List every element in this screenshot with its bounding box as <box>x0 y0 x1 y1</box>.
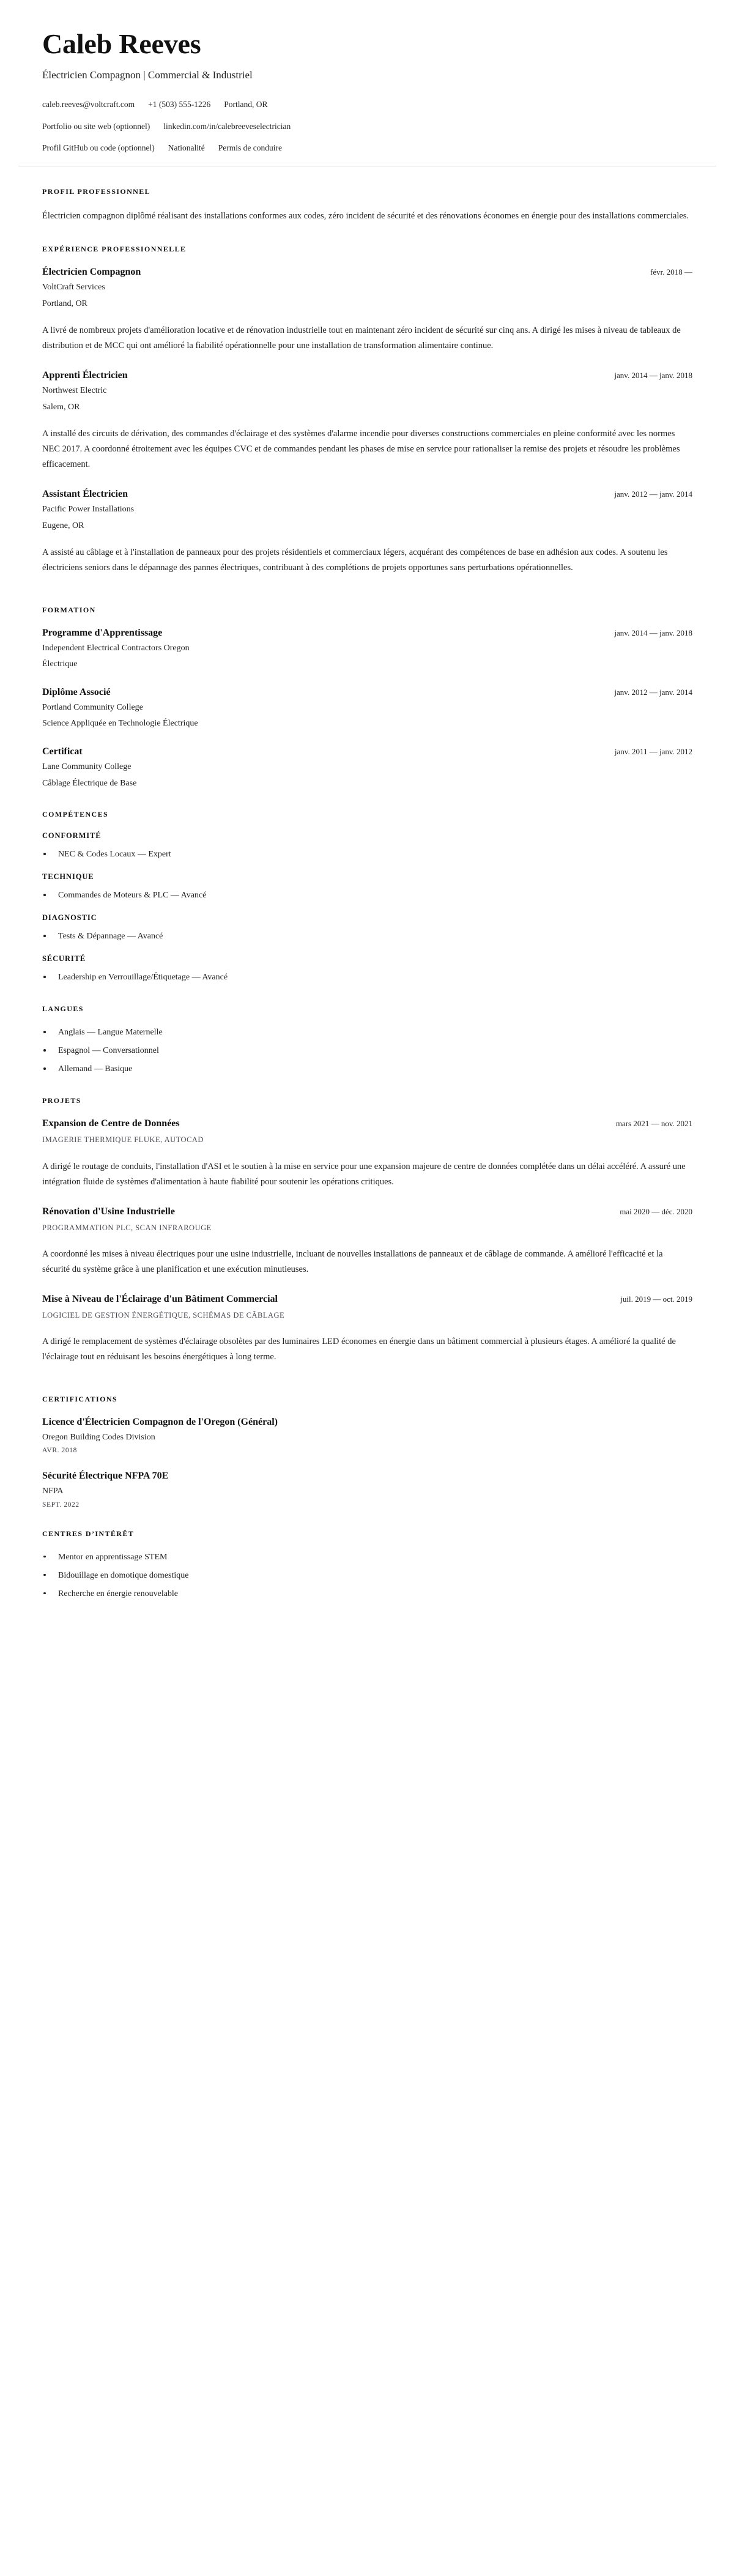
contact-row <box>42 143 692 154</box>
certification-name: Sécurité Électrique NFPA 70E <box>42 1471 169 1482</box>
entry-dates: janv. 2011 — janv. 2012 <box>614 746 692 756</box>
contact-item: Portland, OR <box>224 100 268 109</box>
entry-header <box>42 686 692 699</box>
contact-link[interactable]: linkedin.com/in/calebreeveselectrician <box>163 121 291 131</box>
section-title-projects: PROJETS <box>42 1096 81 1105</box>
entry-header <box>42 1470 692 1482</box>
skill-category: TECHNIQUE <box>42 872 94 882</box>
skill-item: Tests & Dépannage — Avancé <box>42 930 692 943</box>
skill-item: Commandes de Moteurs & PLC — Avancé <box>42 889 692 902</box>
certification-issuer: NFPA <box>42 1487 64 1496</box>
skill-item-list <box>42 889 692 902</box>
interest-item: Bidouillage en domotique domestique <box>42 1569 692 1582</box>
job-title: Apprenti Électricien <box>42 370 128 381</box>
project-entry <box>42 1206 692 1277</box>
degree-name: Programme d'Apprentissage <box>42 627 163 638</box>
certification-issuer: Oregon Building Codes Division <box>42 1432 155 1442</box>
interest-item: Mentor en apprentissage STEM <box>42 1551 692 1564</box>
education-entry <box>42 746 692 789</box>
page-tail-spacer <box>42 1600 692 1637</box>
skill-group <box>42 954 692 984</box>
section-experience <box>42 224 692 576</box>
interests-list <box>42 1551 692 1600</box>
education-entry <box>42 627 692 670</box>
contact-link[interactable]: caleb.reeves@voltcraft.com <box>42 100 135 109</box>
company-name: Northwest Electric <box>42 386 107 396</box>
entry-dates: janv. 2014 — janv. 2018 <box>614 371 692 380</box>
skill-group <box>42 872 692 902</box>
project-description: A dirigé le remplacement de systèmes d'éclairage obsolètes par des luminaires LED économes en énergie dans un bâtiment commercial à plusieurs étages. A amélioré la qualité de l'éclairage tout en réduisant les besoins énergétiques à long terme. <box>42 1337 676 1362</box>
language-item: Allemand — Basique <box>42 1063 692 1075</box>
skills-list <box>42 831 692 984</box>
section-education <box>42 585 692 790</box>
project-tools: IMAGERIE THERMIQUE FLUKE, AUTOCAD <box>42 1135 204 1145</box>
company-name: Pacific Power Installations <box>42 505 135 514</box>
skill-item-list <box>42 848 692 861</box>
certification-entry <box>42 1470 692 1509</box>
section-skills <box>42 789 692 984</box>
contact-item: Nationalité <box>168 143 205 152</box>
degree-name: Certificat <box>42 746 83 757</box>
entry-dates: janv. 2014 — janv. 2018 <box>614 628 692 637</box>
entry-header <box>42 1206 692 1218</box>
candidate-headline: Électricien Compagnon | Commercial & Industriel <box>42 69 253 81</box>
skill-item: Leadership en Verrouillage/Étiquetage — Avancé <box>42 971 692 984</box>
job-description: A assisté au câblage et à l'installation de panneaux pour des projets résidentiels et commerciaux légers, acquérant des compétences de base en adhésion aux codes. A soutenu les électriciens seniors dans le dépannage des pannes électriques, contribuant à des complétions de projets opportunes sans perturbations opérationnelles. <box>42 547 668 573</box>
contact-link[interactable]: Profil GitHub ou code (optionnel) <box>42 143 155 152</box>
certification-entry <box>42 1416 692 1455</box>
school-name: Independent Electrical Contractors Oregon <box>42 643 190 653</box>
entry-header <box>42 1416 692 1428</box>
project-name: Expansion de Centre de Données <box>42 1118 180 1129</box>
project-name: Rénovation d'Usine Industrielle <box>42 1206 175 1217</box>
experience-entry <box>42 266 692 354</box>
section-title-profile: PROFIL PROFESSIONNEL <box>42 187 151 196</box>
contact-item: Permis de conduire <box>218 143 282 152</box>
education-entry <box>42 686 692 730</box>
entry-dates: mai 2020 — déc. 2020 <box>620 1206 692 1216</box>
entry-header <box>42 627 692 639</box>
skill-category: CONFORMITÉ <box>42 831 102 841</box>
resume-header <box>42 0 692 154</box>
section-title-interests: CENTRES D’INTÉRÊT <box>42 1529 135 1538</box>
entry-header <box>42 488 692 500</box>
contact-row <box>42 121 692 132</box>
job-title: Électricien Compagnon <box>42 266 141 277</box>
project-tools: PROGRAMMATION PLC, SCAN INFRAROUGE <box>42 1223 212 1232</box>
contact-block <box>42 99 692 154</box>
skill-item-list <box>42 971 692 984</box>
project-entry <box>42 1293 692 1365</box>
project-name: Mise à Niveau de l'Éclairage d'un Bâtiment Commercial <box>42 1293 278 1304</box>
project-tools: LOGICIEL DE GESTION ÉNERGÉTIQUE, SCHÉMAS DE CÂBLAGE <box>42 1310 285 1320</box>
section-profile <box>42 166 692 224</box>
profile-summary: Électricien compagnon diplômé réalisant des installations conformes aux codes, zéro incident de sécurité et des rénovations économes en énergie pour des installations commerciales. <box>42 211 689 221</box>
section-interests <box>42 1509 692 1600</box>
entry-header <box>42 369 692 382</box>
project-description: A dirigé le routage de conduits, l'installation d'ASI et le soutien à la mise en service pour une expansion majeure de centre de données complétée dans un délai accéléré. A assuré une intégration fluide de systèmes d'alimentation à haute fiabilité pour soutenir les opérations critiques. <box>42 1161 686 1187</box>
job-location: Salem, OR <box>42 402 80 412</box>
section-title-education: FORMATION <box>42 605 96 614</box>
entry-header <box>42 1118 692 1130</box>
section-title-skills: COMPÉTENCES <box>42 810 109 819</box>
skill-item-list <box>42 930 692 943</box>
entry-dates: janv. 2012 — janv. 2014 <box>614 687 692 697</box>
field-of-study: Câblage Électrique de Base <box>42 778 137 788</box>
experience-entry <box>42 488 692 576</box>
job-location: Portland, OR <box>42 299 87 308</box>
skill-group <box>42 913 692 943</box>
language-item: Anglais — Langue Maternelle <box>42 1026 692 1039</box>
certification-date: AVR. 2018 <box>42 1447 77 1455</box>
certification-name: Licence d'Électricien Compagnon de l'Oregon (Général) <box>42 1416 278 1427</box>
field-of-study: Science Appliquée en Technologie Électrique <box>42 719 198 729</box>
section-projects <box>42 1075 692 1365</box>
projects-list <box>42 1118 692 1365</box>
entry-header <box>42 266 692 278</box>
degree-name: Diplôme Associé <box>42 686 111 697</box>
education-list <box>42 627 692 790</box>
project-description: A coordonné les mises à niveau électriques pour une usine industrielle, incluant de nouvelles installations de panneaux et de câblage de commande. A amélioré l'efficacité et la sécurité du système grâce à une planification et une exécution minutieuses. <box>42 1249 663 1274</box>
section-title-languages: LANGUES <box>42 1004 84 1014</box>
section-languages <box>42 984 692 1075</box>
entry-dates: févr. 2018 — <box>650 267 692 277</box>
job-description: A installé des circuits de dérivation, des commandes d'éclairage et des systèmes d'alarme incendie pour diverses constructions commerciales en pleine conformité avec les normes NEC 2017. A coordonné étroitement avec les équipes CVC et de commandes pendant les phases de mise en service pour rationaliser la remise des projets et résoudre les problèmes efficacement. <box>42 429 680 470</box>
experience-list <box>42 266 692 576</box>
contact-item: Portfolio ou site web (optionnel) <box>42 121 150 131</box>
school-name: Portland Community College <box>42 702 143 712</box>
project-entry <box>42 1118 692 1189</box>
entry-dates: juil. 2019 — oct. 2019 <box>620 1294 692 1304</box>
section-certifications <box>42 1374 692 1509</box>
section-title-certifications: CERTIFICATIONS <box>42 1394 117 1403</box>
language-item: Espagnol — Conversationnel <box>42 1044 692 1057</box>
entry-dates: janv. 2012 — janv. 2014 <box>614 489 692 499</box>
skill-item: NEC & Codes Locaux — Expert <box>42 848 692 861</box>
job-description: A livré de nombreux projets d'amélioration locative et de rénovation industrielle tout en maintenant zéro incident de sécurité sur cinq ans. A dirigé les mises à niveau de tableaux de distribution et de MCC qui ont amélioré la fiabilité opérationnelle pour une installation de transformation alimentaire continue. <box>42 325 681 351</box>
job-title: Assistant Électricien <box>42 489 128 500</box>
contact-row <box>42 99 692 110</box>
school-name: Lane Community College <box>42 762 132 771</box>
skill-category: SÉCURITÉ <box>42 954 86 963</box>
languages-list <box>42 1026 692 1075</box>
certification-date: SEPT. 2022 <box>42 1501 80 1509</box>
certifications-list <box>42 1416 692 1509</box>
company-name: VoltCraft Services <box>42 282 105 292</box>
job-location: Eugene, OR <box>42 521 84 530</box>
entry-dates: mars 2021 — nov. 2021 <box>615 1119 692 1129</box>
candidate-name: Caleb Reeves <box>42 28 201 59</box>
contact-item: +1 (503) 555-1226 <box>148 100 211 109</box>
experience-entry <box>42 369 692 472</box>
skill-group <box>42 831 692 861</box>
entry-header <box>42 746 692 758</box>
skill-category: DIAGNOSTIC <box>42 913 97 922</box>
entry-header <box>42 1293 692 1305</box>
field-of-study: Électrique <box>42 659 78 669</box>
interest-item: Recherche en énergie renouvelable <box>42 1587 692 1600</box>
section-title-experience: EXPÉRIENCE PROFESSIONNELLE <box>42 244 187 253</box>
